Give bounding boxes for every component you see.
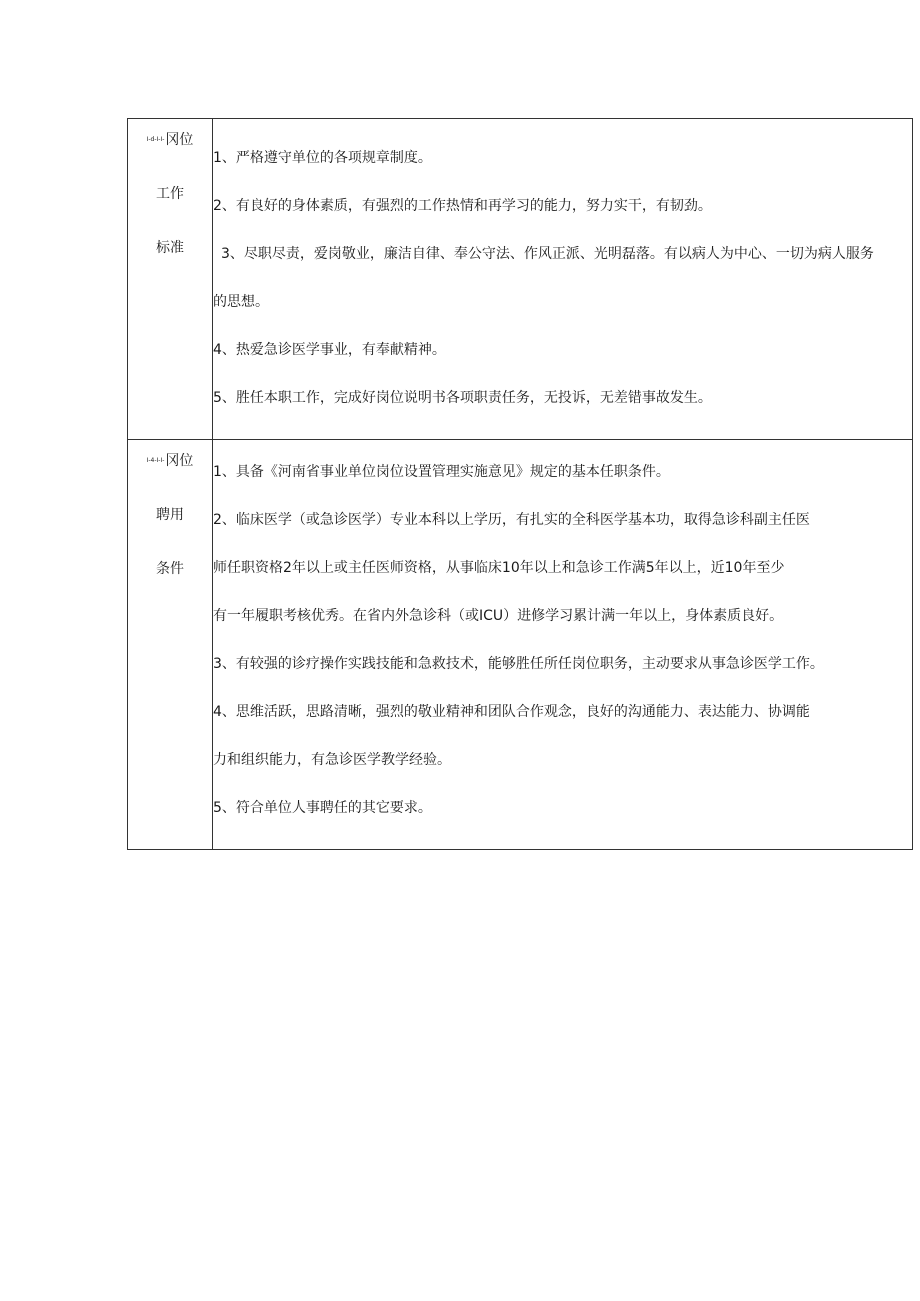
- label-text: 冈位: [165, 453, 194, 469]
- requirements-table: [127, 118, 913, 850]
- text-line: 3、有较强的诊疗操作实践技能和急救技术，能够胜任所任岗位职务，主动要求从事急诊医学工作。: [213, 656, 824, 672]
- label-line-3: 条件: [156, 561, 184, 577]
- text-line: 2、有良好的身体素质，有强烈的工作热情和再学习的能力，努力实干，有韧劲。: [213, 198, 712, 214]
- text-line: 2、临床医学（或急诊医学）专业本科以上学历，有扎实的全科医学基本功，取得急诊科副主任医: [213, 512, 810, 528]
- text-line: 3、尽职尽责，爱岗敬业，廉洁自律、奉公守法、作风正派、光明磊落。有以病人为中心、一切为病人服务: [221, 246, 874, 262]
- text-line: 5、胜任本职工作，完成好岗位说明书各项职责任务，无投诉，无差错事故发生。: [213, 390, 712, 406]
- label-text: 冈位: [165, 132, 194, 148]
- label-prefix: I-4-I-I-: [146, 457, 165, 464]
- table-row-hiring-conditions: [128, 440, 913, 850]
- content-cell-work-standards: [213, 119, 913, 440]
- table-row-work-standards: [128, 119, 913, 440]
- label-cell-hiring-conditions: [128, 440, 213, 850]
- text-line: 4、思维活跃，思路清晰，强烈的敬业精神和团队合作观念，良好的沟通能力、表达能力、协调能: [213, 704, 810, 720]
- label-line-3: 标准: [156, 240, 184, 256]
- content-cell-hiring-conditions: [213, 440, 913, 850]
- label-line-1: [128, 454, 212, 468]
- label-prefix: I-d-I-I-: [146, 136, 165, 143]
- text-line: 4、热爱急诊医学事业，有奉献精神。: [213, 342, 446, 358]
- label-line-2: 聘用: [156, 507, 184, 523]
- text-line: 5、符合单位人事聘任的其它要求。: [213, 800, 432, 816]
- label-cell-work-standards: [128, 119, 213, 440]
- label-line-2: 工作: [156, 186, 184, 202]
- text-line: 1、严格遵守单位的各项规章制度。: [213, 150, 432, 166]
- text-line: 1、具备《河南省事业单位岗位设置管理实施意见》规定的基本任职条件。: [213, 464, 670, 480]
- label-line-1: [128, 133, 212, 147]
- text-line: 力和组织能力，有急诊医学教学经验。: [213, 752, 451, 768]
- text-line: 的思想。: [213, 294, 269, 310]
- text-line: 师任职资格2年以上或主任医师资格，从事临床10年以上和急诊工作满5年以上，近10年至少: [213, 560, 785, 576]
- text-line: 有一年履职考核优秀。在省内外急诊科（或ICU）进修学习累计满一年以上，身体素质良好。: [213, 608, 784, 624]
